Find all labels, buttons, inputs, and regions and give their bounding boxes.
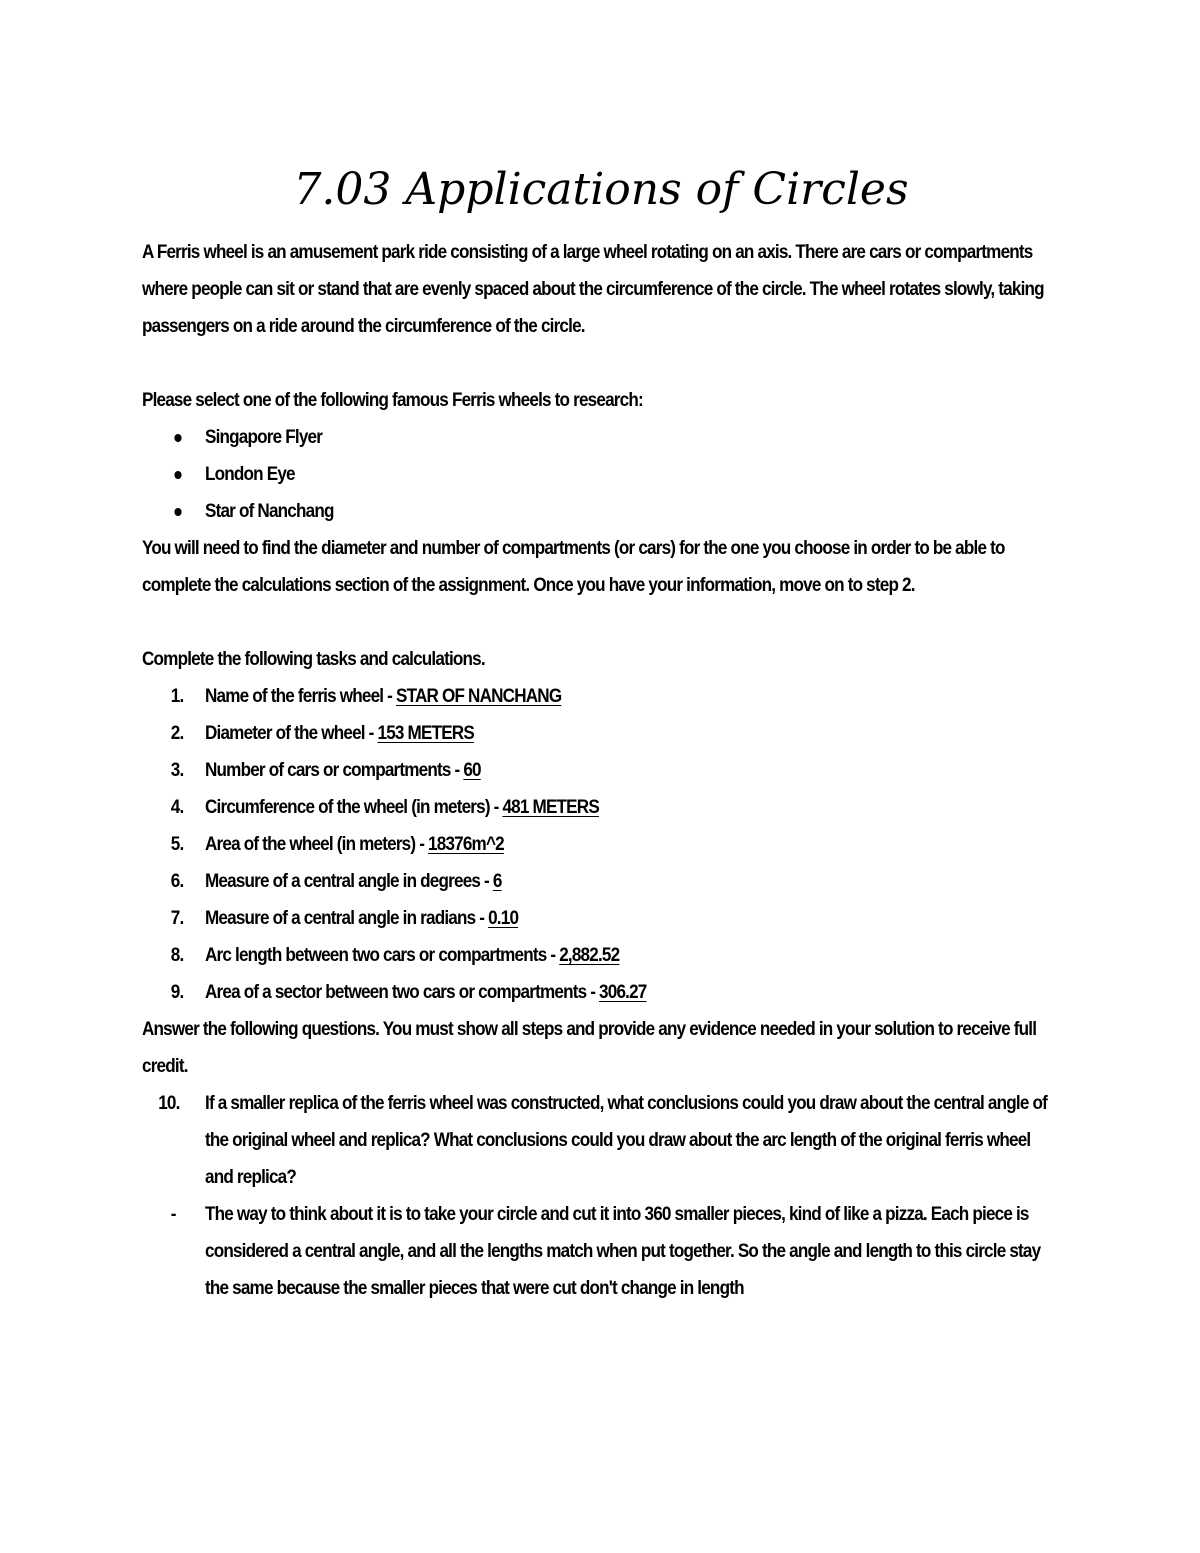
task-number: 9. xyxy=(170,982,184,1003)
task-answer: 306.27 xyxy=(599,982,647,1003)
task-answer: 6 xyxy=(492,871,502,892)
task-item xyxy=(142,826,1059,863)
page-title: 7.03 Applications of Circles xyxy=(293,164,909,215)
tasks-heading: Complete the following tasks and calculations. xyxy=(142,649,485,670)
task-number: 5. xyxy=(170,834,184,855)
task-label: Measure of a central angle in degrees - xyxy=(205,871,493,892)
instructions-paragraph: You will need to find the diameter and number of compartments (or cars) for the one you choose in order to be able to complete the calculations section of the assignment. Once you have your information, move on to step 2. xyxy=(142,538,1005,596)
task-number: 3. xyxy=(170,760,184,781)
task-item xyxy=(142,863,1059,900)
question-number: 10. xyxy=(158,1093,180,1114)
task-number: 8. xyxy=(170,945,184,966)
blank-line xyxy=(142,604,1060,641)
question-text: If a smaller replica of the ferris wheel was constructed, what conclusions could you draw about the central angle of the original wheel and replica? What conclusions could you draw about the arc length of the original ferris wheel and replica? xyxy=(205,1093,1048,1188)
task-item xyxy=(142,900,1059,937)
task-answer: STAR OF NANCHANG xyxy=(395,686,562,707)
questions-heading: Answer the following questions. You must show all steps and provide any evidence needed in your solution to receive full credit. xyxy=(142,1019,1037,1077)
task-label: Number of cars or compartments - xyxy=(205,760,464,781)
task-number: 1. xyxy=(170,686,184,707)
response-list xyxy=(142,1196,1059,1307)
question-list xyxy=(142,1085,1059,1196)
task-answer: 18376m^2 xyxy=(428,834,504,855)
task-number: 7. xyxy=(170,908,184,929)
wheel-name: Singapore Flyer xyxy=(205,427,323,448)
task-label: Arc length between two cars or compartments - xyxy=(205,945,560,966)
dash-marker: - xyxy=(170,1204,176,1225)
task-answer: 0.10 xyxy=(488,908,519,929)
task-number: 2. xyxy=(170,723,184,744)
wheel-name: London Eye xyxy=(205,464,295,485)
task-item xyxy=(142,789,1059,826)
task-item xyxy=(142,752,1059,789)
task-item xyxy=(142,678,1059,715)
response-text: The way to think about it is to take your circle and cut it into 360 smaller pieces, kind of like a pizza. Each piece is considered a central angle, and all the lengths match when put together. So the angle and length to this circle stay the same because the smaller pieces that were cut don't change in length xyxy=(205,1204,1041,1299)
question-item xyxy=(142,1085,1059,1196)
task-list xyxy=(142,678,1059,1011)
list-item xyxy=(142,456,1059,493)
task-label: Diameter of the wheel - xyxy=(205,723,378,744)
task-label: Area of a sector between two cars or compartments - xyxy=(205,982,600,1003)
task-label: Name of the ferris wheel - xyxy=(205,686,396,707)
list-item xyxy=(142,419,1059,456)
blank-line xyxy=(142,345,1060,382)
wheel-name: Star of Nanchang xyxy=(205,501,334,522)
list-item xyxy=(142,493,1059,530)
task-number: 4. xyxy=(170,797,184,818)
wheel-list xyxy=(142,419,1059,530)
task-answer: 2,882.52 xyxy=(559,945,620,966)
task-answer: 153 METERS xyxy=(377,723,474,744)
task-number: 6. xyxy=(170,871,184,892)
task-answer: 481 METERS xyxy=(502,797,599,818)
intro-paragraph: A Ferris wheel is an amusement park ride consisting of a large wheel rotating on an axis. There are cars or compartments where people can sit or stand that are evenly spaced about the circumference of the circle. The wheel rotates slowly, taking passengers on a ride around the circumference of the circle. xyxy=(142,242,1044,337)
task-label: Measure of a central angle in radians - xyxy=(205,908,489,929)
task-item xyxy=(142,937,1059,974)
select-prompt: Please select one of the following famous Ferris wheels to research: xyxy=(142,390,643,411)
task-item xyxy=(142,715,1059,752)
task-label: Area of the wheel (in meters) - xyxy=(205,834,429,855)
task-item xyxy=(142,974,1059,1011)
task-label: Circumference of the wheel (in meters) - xyxy=(205,797,503,818)
task-answer: 60 xyxy=(463,760,481,781)
response-item xyxy=(142,1196,1059,1307)
